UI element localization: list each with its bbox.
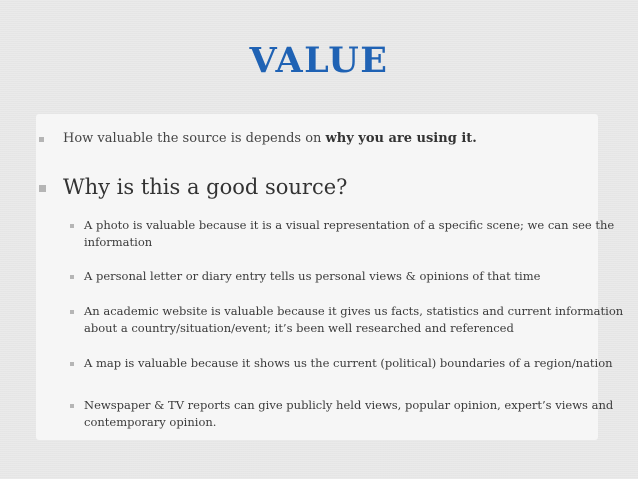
sub-bullet: [70, 217, 614, 251]
sub-bullet: [70, 268, 540, 285]
bullet-square-icon: [70, 404, 74, 408]
bullet-square-icon: [39, 137, 44, 142]
sub-bullet-text: A map is valuable because it shows us the current (political) boundaries of a region/nation: [84, 356, 613, 370]
sub-bullet: [70, 355, 613, 372]
sub-bullet-text: A personal letter or diary entry tells us personal views & opinions of that time: [84, 269, 541, 283]
bullet-square-icon: [70, 275, 74, 279]
bullet-text-bold: why you are using it.: [325, 131, 477, 146]
sub-bullet-line: about a country/situation/event; it’s been well researched and referenced: [84, 321, 514, 335]
sub-bullet-text: [84, 303, 623, 337]
bullet-text-regular: How valuable the source is depends on: [63, 131, 326, 146]
sub-bullet-line: An academic website is valuable because it gives us facts, statistics and current information: [84, 304, 624, 318]
bullet-square-icon: [39, 185, 46, 192]
sub-bullet-text: [84, 397, 613, 431]
bullet-text: [63, 130, 477, 148]
sub-bullet: [70, 303, 623, 337]
slide-title: VALUE: [249, 40, 389, 81]
bullet-heading: [39, 172, 347, 202]
sub-bullet-line: Newspaper & TV reports can give publicly held views, popular opinion, expert’s views and: [84, 398, 614, 412]
bullet-square-icon: [70, 310, 74, 314]
sub-bullet-line: contemporary opinion.: [84, 415, 217, 429]
sub-bullet-text: [84, 217, 614, 251]
sub-bullet-line: A photo is valuable because it is a visual representation of a specific scene; we can see the: [84, 218, 615, 232]
sub-bullet-line: information: [84, 235, 153, 249]
bullet-heading-text: Why is this a good source?: [63, 175, 348, 199]
bullet-square-icon: [70, 224, 74, 228]
sub-bullet: [70, 397, 613, 431]
bullet-square-icon: [70, 362, 74, 366]
bullet-item: [39, 130, 477, 148]
